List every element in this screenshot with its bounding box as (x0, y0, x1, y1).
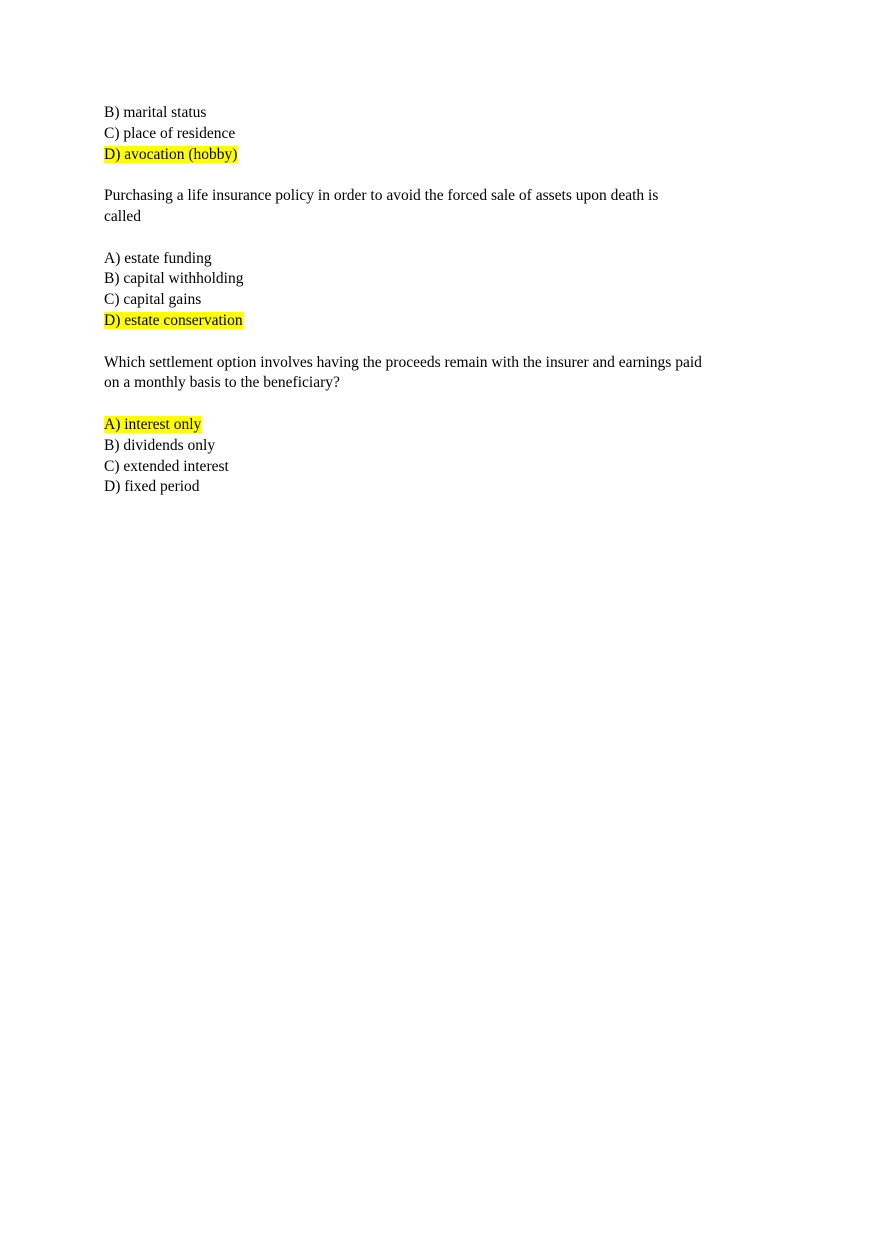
answer-option: C) extended interest (104, 457, 229, 475)
question-text-line: called (104, 207, 142, 225)
question-block-2 (104, 186, 744, 332)
answer-option: B) dividends only (104, 436, 216, 454)
spacer (104, 165, 744, 186)
question-text-line: Which settlement option involves having the proceeds remain with the insurer and earnings paid (104, 353, 702, 371)
answer-option-correct (104, 415, 744, 436)
answer-option: C) place of residence (104, 124, 236, 142)
answer-option: B) capital withholding (104, 270, 244, 288)
answer-option-correct (104, 145, 744, 166)
highlighted-answer: D) estate conservation (104, 311, 243, 329)
answer-option: B) marital status (104, 104, 207, 121)
spacer (104, 394, 744, 415)
highlighted-answer: D) avocation (hobby) (104, 145, 238, 163)
answer-option: A) estate funding (104, 249, 212, 267)
highlighted-answer: A) interest only (104, 415, 202, 433)
document-content (104, 103, 744, 498)
question-block-3 (104, 353, 744, 499)
spacer (104, 332, 744, 353)
spacer (104, 228, 744, 249)
question-text-line: on a monthly basis to the beneficiary? (104, 374, 340, 392)
answer-option: C) capital gains (104, 291, 202, 309)
question-block-1 (104, 103, 744, 165)
question-text-line: Purchasing a life insurance policy in order to avoid the forced sale of assets upon death is (104, 187, 659, 205)
answer-option: D) fixed period (104, 478, 200, 496)
answer-option-correct (104, 311, 744, 332)
